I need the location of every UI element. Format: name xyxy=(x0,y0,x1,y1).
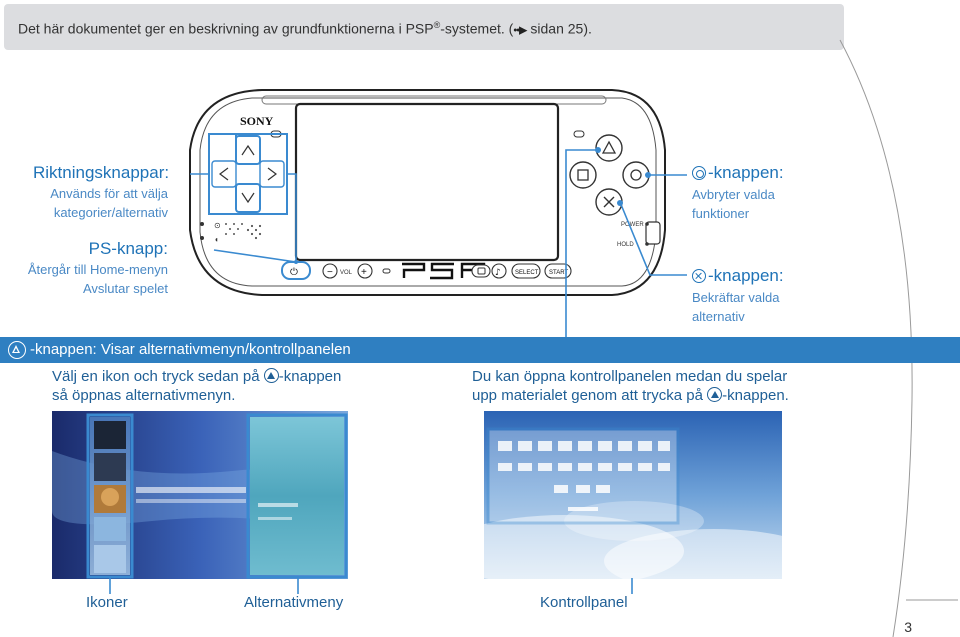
ps-label-desc-2: Avslutar spelet xyxy=(82,281,168,296)
page-ref-arrow-icon: ••▶ xyxy=(513,24,527,37)
svg-text:+: + xyxy=(361,267,367,278)
control-panel-instruction: Du kan öppna kontrollpanelen medan du spelar upp materialet genom att trycka på -knappen. xyxy=(472,368,789,404)
dpad-label-desc-2: kategorier/alternativ xyxy=(53,205,168,220)
ps-label-desc-1: Återgår till Home-menyn xyxy=(27,262,168,277)
icons-caption: Ikoner xyxy=(86,594,128,611)
svg-text:VOL: VOL xyxy=(340,270,353,276)
options-instruction: Välj en ikon och tryck sedan på -knappen så öppnas alternativmenyn. xyxy=(52,368,342,404)
options-menu-caption: Alternativmeny xyxy=(244,594,344,611)
ps-label-title: PS-knapp: xyxy=(88,239,168,258)
svg-text:SONY: SONY xyxy=(240,114,274,128)
intro-text: Det här dokumentet ger en beskrivning av grundfunktionerna i PSP®-systemet. (••▶ sidan 25). xyxy=(18,20,592,37)
svg-text:HOLD: HOLD xyxy=(617,242,634,248)
svg-text:◖: ◖ xyxy=(214,235,219,244)
svg-text:−: − xyxy=(327,267,333,278)
circle-label-desc-1: Avbryter valda xyxy=(692,187,775,202)
svg-text:⊙: ⊙ xyxy=(214,221,221,230)
svg-text:START: START xyxy=(549,270,569,276)
cross-label-desc-2: alternativ xyxy=(692,309,745,324)
triangle-bar-text: -knappen: Visar alternativmenyn/kontrollpanelen xyxy=(30,341,351,358)
cross-label-desc-1: Bekräftar valda xyxy=(692,290,780,305)
circle-label-title: -knappen: xyxy=(692,163,784,183)
dpad-label-desc-1: Används för att välja xyxy=(50,186,168,201)
svg-text:♪: ♪ xyxy=(495,268,501,278)
page-number: 3 xyxy=(904,619,912,635)
svg-text:SELECT: SELECT xyxy=(515,270,539,276)
dpad-label-title: Riktningsknappar: xyxy=(33,163,170,182)
svg-text:⏻: ⏻ xyxy=(290,267,298,278)
cross-label-title: -knappen: xyxy=(692,266,784,286)
svg-text:POWER: POWER xyxy=(621,222,644,228)
circle-label-desc-2: funktioner xyxy=(692,206,750,221)
control-panel-caption: Kontrollpanel xyxy=(540,594,628,611)
